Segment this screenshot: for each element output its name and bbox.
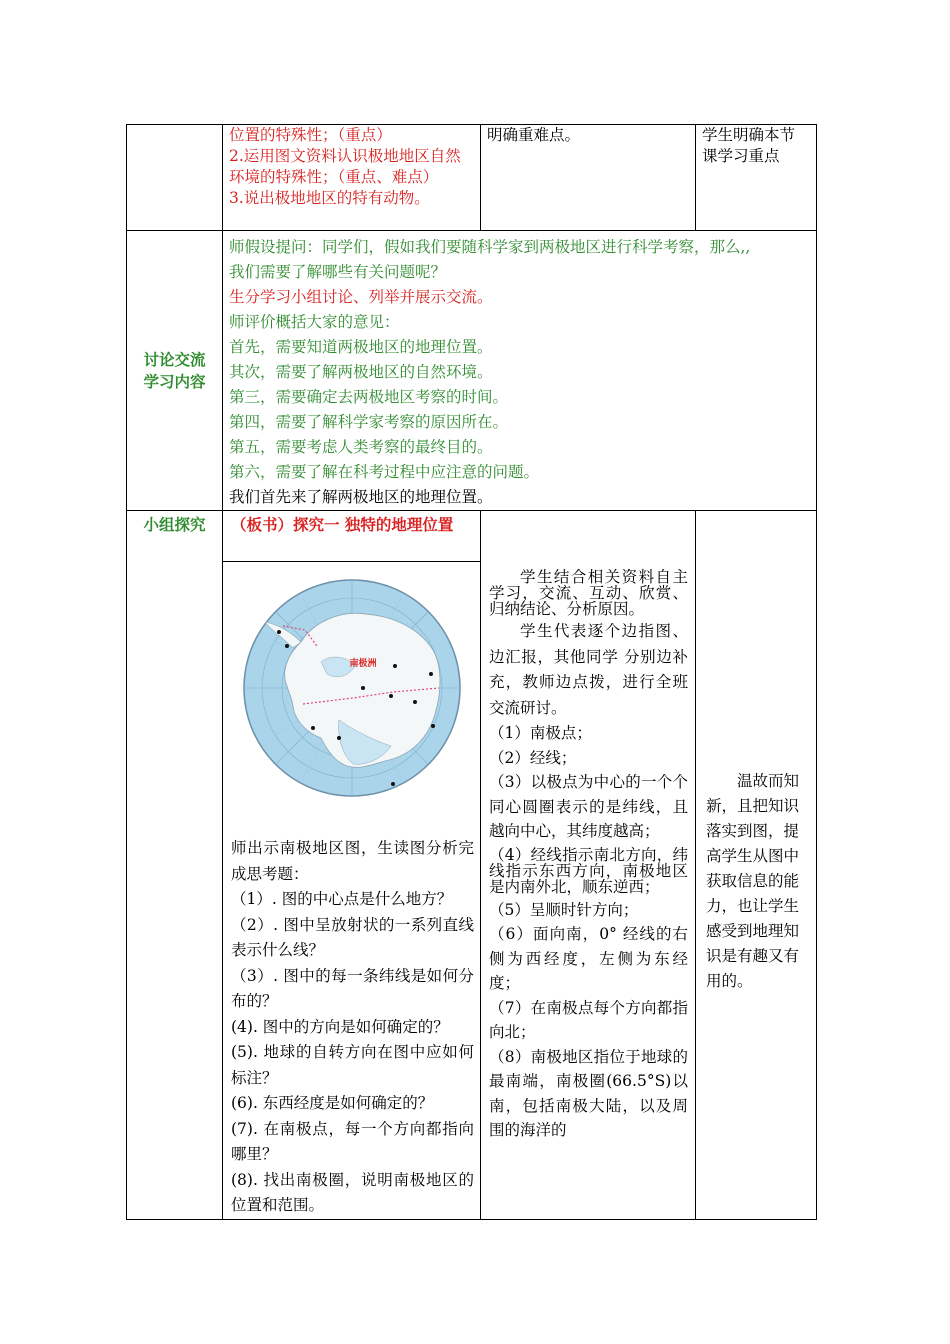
question-6: (6). 东西经度是如何确定的？ [231, 1094, 434, 1112]
discussion-label: 讨论交流学习内容 [127, 231, 223, 511]
goal-line-3: 3.说出极地地区的特有动物。 [229, 189, 430, 207]
point-5: 第五，需要考虑人类考察的最终目的。 [229, 438, 493, 456]
point-4: 第四，需要了解科学家考察的原因所在。 [229, 413, 509, 431]
point-2: 其次，需要了解两极地区的自然环境。 [229, 363, 493, 381]
question-8: (8). 找出南极圈，说明南极地区的位置和范围。 [231, 1170, 474, 1214]
answer-1: （1）南极点； [489, 724, 592, 742]
lesson-plan-table [126, 124, 817, 1220]
antarctic-map-svg [243, 570, 461, 830]
design-intent-text: 学生明确本节课学习重点 [702, 126, 796, 165]
student-activity-text: 明确重难点。 [487, 126, 581, 144]
answer-8: （8）南极地区指位于地球的最南端，南极圈(66.5°S)以南，包括南极大陆，以及周围的海洋的 [489, 1047, 688, 1139]
teacher-question-2: 我们需要了解哪些有关问题呢？ [229, 263, 447, 281]
question-3: （3）. 图中的每一条纬线是如何分布的？ [231, 966, 474, 1010]
answer-5: （5）呈顺时针方向； [489, 900, 639, 919]
teacher-intro: 师出示南极地区图，生读图分析完成思考题： [231, 839, 474, 883]
goal-line-1: 位置的特殊性；（重点） [229, 126, 392, 144]
question-5: (5). 地球的自转方向在图中应如何标注？ [231, 1043, 474, 1087]
goals-cell [223, 125, 481, 231]
answers-list [489, 721, 688, 1143]
point-3: 第三，需要确定去两极地区考察的时间。 [229, 388, 509, 406]
question-4: (4). 图中的方向是如何确定的？ [231, 1017, 449, 1036]
point-1: 首先，需要知道两极地区的地理位置。 [229, 338, 493, 356]
transition-line: 我们首先来了解两极地区的地理位置。 [229, 488, 493, 506]
discussion-content [223, 231, 817, 511]
map-label: 南极洲 [349, 659, 377, 669]
question-2: （2）. 图中呈放射状的一系列直线表示什么线？ [231, 915, 474, 959]
teacher-evaluation: 师评价概括大家的意见： [229, 313, 400, 331]
teacher-question-1: 师假设提问：同学们，假如我们要随科学家到两极地区进行科学考察，那么,, [229, 238, 751, 256]
inquiry-student-cell [481, 511, 696, 1220]
goal-line-2: 2.运用图文资料认识极地地区自然环境的特殊性；（重点、难点） [229, 147, 461, 186]
graticule [244, 580, 460, 796]
inquiry-label: 小组探究 [127, 511, 223, 1220]
inquiry-intent-cell [696, 511, 817, 1220]
point-6: 第六，需要了解在科考过程中应注意的问题。 [229, 463, 540, 481]
student-paragraph-1: 学生结合相关资料自主学习，交流、互动、欣赏、归纳结论、分析原因。 [489, 568, 688, 618]
student-discussion: 生分学习小组讨论、列举并展示交流。 [229, 288, 493, 306]
answer-7: （7）在南极点每个方向都指向北； [489, 998, 688, 1041]
answer-6: （6）面向南，0° 经线的右侧为西经度，左侧为东经度； [489, 925, 688, 992]
goals-row [127, 125, 817, 231]
inquiry-row [127, 511, 817, 1220]
antarctic-map [243, 570, 461, 830]
student-paragraph-2: 学生代表逐个边指图、边汇报，其他同学 分别边补充，教师边点拨，进行全班交流研讨。 [489, 622, 688, 717]
answer-3: （3）以极点为中心的一个个同心圆圈表示的是纬线，且越向中心，其纬度越高； [489, 773, 688, 840]
question-1: （1）. 图的中心点是什么地方？ [231, 890, 453, 908]
goals-label-cell [127, 125, 223, 231]
question-7: (7). 在南极点，每一个方向都指向哪里？ [231, 1119, 474, 1163]
design-intent-cell [696, 125, 817, 231]
inquiry-intent-text: 温故而知新，且把知识落实到图，提高学生从图中获取信息的能力，也让学生感受到地理知识是有趣又有用的。 [706, 772, 800, 990]
teacher-questions [223, 836, 480, 1219]
answer-4: （4）经线指示南北方向，纬线指示东西方向，南极地区是内南外北，顺东逆西； [489, 845, 688, 896]
answer-2: （2）经线； [489, 748, 577, 767]
board-title: （板书）探究一 独特的地理位置 [223, 511, 480, 562]
student-activity-cell [481, 125, 696, 231]
discussion-row [127, 231, 817, 511]
inquiry-teacher-cell [223, 511, 481, 1220]
